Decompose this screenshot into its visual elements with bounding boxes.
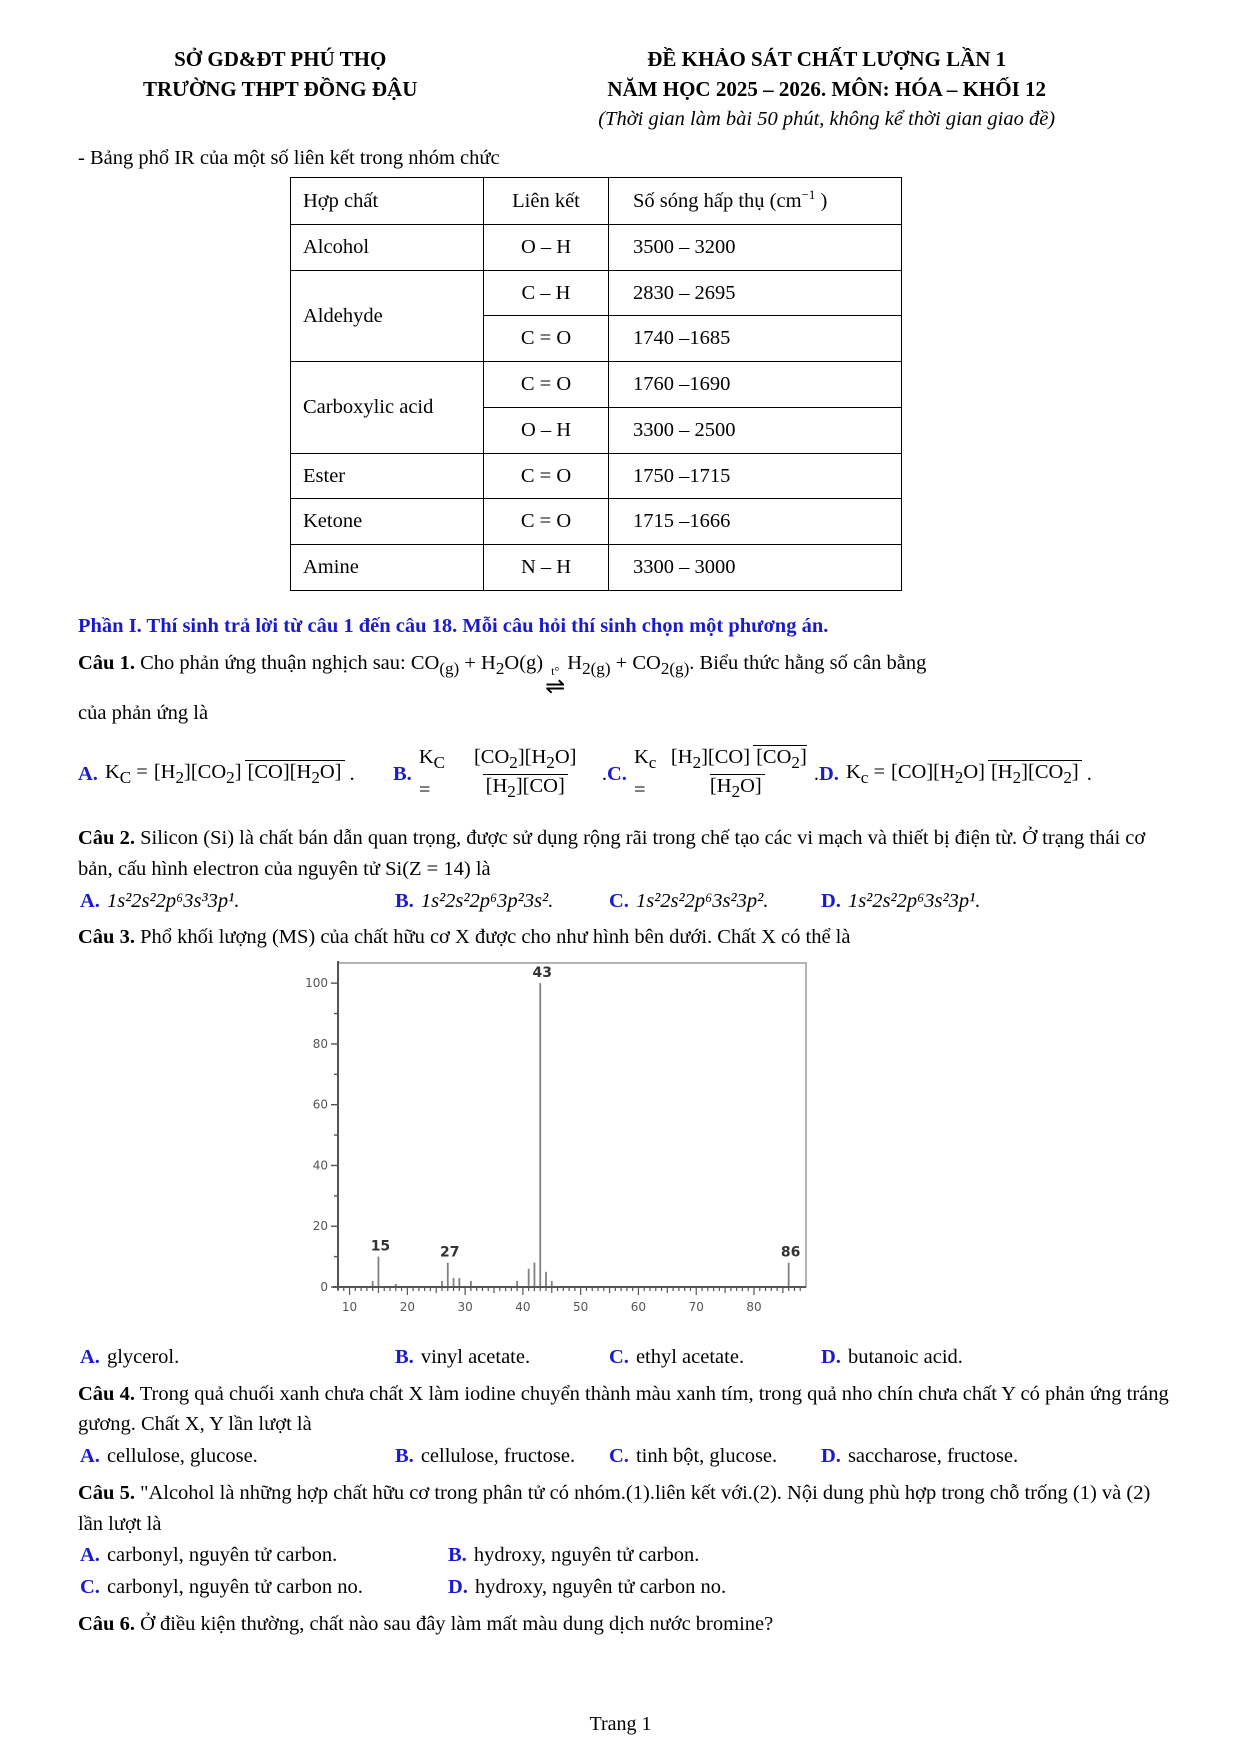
ir-table — [290, 177, 902, 591]
part1-heading: Phần I. Thí sinh trả lời từ câu 1 đến câu 18. Mỗi câu hỏi thí sinh chọn một phương án. — [78, 614, 829, 637]
question-5-text: "Alcohol là những hợp chất hữu cơ trong phân tử có nhóm.(1).liên kết với.(2). Nội dung phù hợp trong chỗ trống (1) và (2) lần lượt là — [78, 1481, 1151, 1535]
question-6-label: Câu 6. — [78, 1612, 135, 1635]
question-4-text: Trong quả chuối xanh chưa chất X làm iodine chuyển thành màu xanh tím, trong quả nho chín chưa chất Y có phản ứng tráng gương. Chất X, Y lần lượt là — [78, 1382, 1169, 1436]
mass-spectrum-chart — [294, 957, 1171, 1341]
option-q3-a: A. glycerol. — [80, 1345, 180, 1368]
ir-table-intro: - Bảng phổ IR của một số liên kết trong nhóm chức — [78, 146, 500, 169]
svg-text:70: 70 — [688, 1300, 704, 1315]
ir-row-carboxylic-2: O – H 3300 – 2500 — [291, 407, 902, 453]
equilibrium-arrow: t° ⇌ — [545, 663, 566, 700]
svg-text:40: 40 — [312, 1158, 328, 1173]
page-header — [78, 44, 1171, 135]
option-q2-c: C. 1s²2s²2p⁶3s²3p². — [609, 889, 769, 912]
question-1 — [78, 648, 1171, 729]
svg-text:10: 10 — [341, 1300, 358, 1315]
svg-text:60: 60 — [630, 1300, 647, 1315]
ir-header-row — [291, 178, 902, 225]
question-2 — [78, 823, 1171, 885]
question-5-label: Câu 5. — [78, 1481, 135, 1504]
ir-header-compound: Hợp chất — [291, 178, 484, 225]
svg-text:15: 15 — [370, 1238, 391, 1255]
question-3 — [78, 922, 1171, 953]
option-q1-c: C. $K_c$ = $[H_2][CO]$ $[CO_2][H_2O]$ . — [607, 745, 819, 802]
question-4 — [78, 1379, 1171, 1441]
question-2-text: Silicon (Si) là chất bán dẫn quan trọng, được sử dụng rộng rãi trong chế tạo các vi mạch và thiết bị điện từ. Ở trạng thái cơ bản, cấu hình electron của nguyên tử Si(Z = 14) là — [78, 827, 1146, 880]
option-q1-b: B. $K_C$ = $\frac{[CO_2][H_2O]}{[H_2][CO]}$ . — [393, 745, 607, 802]
option-q4-c: C. tinh bột, glucose. — [609, 1445, 778, 1468]
question-5-options-row2 — [80, 1572, 1171, 1603]
question-3-options — [80, 1342, 1171, 1373]
option-q4-b: B. cellulose, fructose. — [395, 1445, 576, 1468]
question-5-options-row1 — [80, 1540, 1171, 1571]
question-1-text-before: Cho phản ứng thuận nghịch sau: — [140, 651, 406, 674]
ir-header-bond: Liên kết — [484, 178, 609, 225]
svg-text:60: 60 — [312, 1097, 328, 1112]
school-name: TRƯỜNG THPT ĐỒNG ĐẬU — [143, 77, 418, 102]
question-2-options — [80, 886, 1171, 917]
question-1-text-after: . Biểu thức hằng số cân bằng — [689, 651, 927, 674]
option-q2-d: D. 1s²2s²2p⁶3s²3p¹. — [821, 889, 981, 912]
q1-equation — [410, 651, 690, 700]
svg-text:43: 43 — [532, 965, 552, 982]
option-q2-a: A. 1s²2s²2p⁶3s³3p¹. — [80, 889, 240, 912]
option-q5-b: B. hydroxy, nguyên tử carbon. — [448, 1544, 700, 1567]
ir-row-amine: Amine N – H 3300 – 3000 — [291, 545, 902, 591]
svg-text:50: 50 — [573, 1300, 589, 1315]
svg-text:80: 80 — [312, 1036, 328, 1051]
question-3-text: Phổ khối lượng (MS) của chất hữu cơ X được cho như hình bên dưới. Chất X có thể là — [140, 926, 851, 949]
fraction: $[CO][H_2O]$ $[H_2][CO_2]$ — [888, 760, 1082, 789]
q1-equation-lhs: $CO_{(g)} + H_2O(g)$ — [410, 651, 544, 678]
option-q4-a: A. cellulose, glucose. — [80, 1445, 258, 1468]
svg-text:20: 20 — [399, 1300, 415, 1315]
option-q1-d: D. $K_c$ = $[CO][H_2O]$ $[H_2][CO_2]$ . — [819, 760, 1092, 788]
fraction: $[H_2][CO_2]$ $[CO][H_2O]$ — [151, 760, 345, 789]
department-name: SỞ GD&ĐT PHÚ THỌ — [174, 47, 387, 71]
ir-row-ester: Ester C = O 1750 –1715 — [291, 453, 902, 499]
option-q5-d: D. hydroxy, nguyên tử carbon no. — [448, 1576, 727, 1599]
question-6 — [78, 1609, 1171, 1640]
question-6-text: Ở điều kiện thường, chất nào sau đây làm mất màu dung dịch nước bromine? — [140, 1612, 774, 1635]
fraction: $[H_2][CO]$ $[CO_2][H_2O]$ — [670, 746, 807, 802]
ir-header-wavenumber: Số sóng hấp thụ ($cm^{-1}$ ) — [609, 178, 902, 225]
svg-text:80: 80 — [746, 1300, 762, 1315]
question-5 — [78, 1478, 1171, 1540]
svg-text:27: 27 — [440, 1244, 460, 1261]
page-number: Trang 1 — [589, 1713, 652, 1735]
option-q4-d: D. saccharose, fructose. — [821, 1445, 1019, 1468]
option-q3-b: B. vinyl acetate. — [395, 1345, 531, 1368]
exam-duration: (Thời gian làm bài 50 phút, không kể thời gian giao đề) — [598, 107, 1056, 130]
ir-row-aldehyde-2: C = O 1740 –1685 — [291, 316, 902, 362]
ir-row-aldehyde-1: Aldehyde C – H 2830 – 2695 — [291, 270, 902, 316]
svg-text:30: 30 — [457, 1300, 473, 1315]
option-q3-d: D. butanoic acid. — [821, 1345, 963, 1368]
question-3-label: Câu 3. — [78, 926, 135, 949]
exam-header — [482, 44, 1171, 135]
svg-text:100: 100 — [305, 976, 328, 991]
option-q2-b: B. 1s²2s²2p⁶3p²3s². — [395, 889, 554, 912]
question-2-label: Câu 2. — [78, 827, 135, 850]
ir-row-carboxylic-1: Carboxylic acid C = O 1760 –1690 — [291, 362, 902, 408]
svg-text:20: 20 — [312, 1219, 328, 1234]
school-header — [78, 44, 482, 105]
option-q5-c: C. carbonyl, nguyên tử carbon no. — [80, 1576, 363, 1599]
exam-title: ĐỀ KHẢO SÁT CHẤT LƯỢNG LẦN 1 — [647, 47, 1007, 71]
question-1-label: Câu 1. — [78, 651, 135, 674]
ir-row-ketone: Ketone C = O 1715 –1666 — [291, 499, 902, 545]
question-1-text-line2: của phản ứng là — [78, 702, 209, 725]
option-q1-a: A. $K_C$ = $[H_2][CO_2]$ $[CO][H_2O]$ . — [78, 760, 355, 788]
svg-text:86: 86 — [780, 1244, 801, 1261]
option-q5-a: A. carbonyl, nguyên tử carbon. — [80, 1544, 338, 1567]
option-q3-c: C. ethyl acetate. — [609, 1345, 745, 1368]
q1-equation-rhs: $H_{2(g)} + CO_{2(g)}$ — [567, 651, 690, 678]
question-4-label: Câu 4. — [78, 1382, 135, 1405]
svg-text:0: 0 — [320, 1280, 328, 1295]
fraction: $\frac{[CO_2][H_2O]}{[H_2][CO]}$ — [473, 746, 577, 802]
svg-text:40: 40 — [515, 1300, 531, 1315]
question-4-options — [80, 1441, 1171, 1472]
question-1-options — [78, 731, 1171, 817]
ir-row-alcohol: Alcohol O – H 3500 – 3200 — [291, 224, 902, 270]
exam-subtitle: NĂM HỌC 2025 – 2026. MÔN: HÓA – KHỐI 12 — [607, 77, 1047, 102]
